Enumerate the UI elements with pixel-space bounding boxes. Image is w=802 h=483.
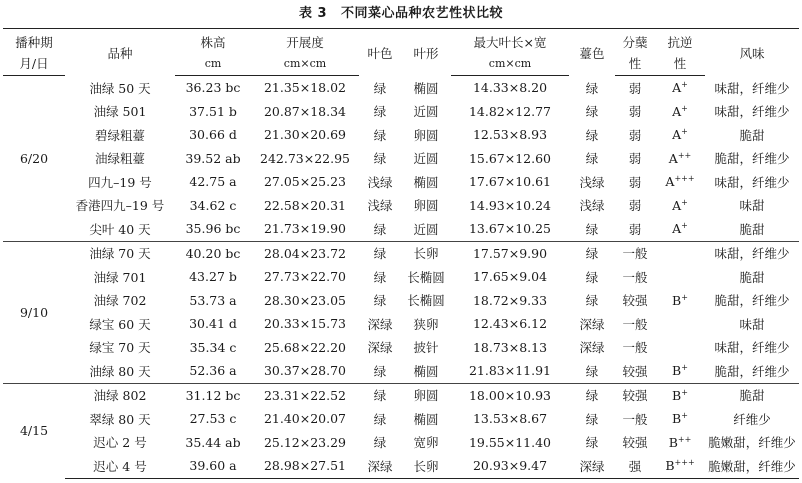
stress-level: + xyxy=(681,197,688,207)
tillering-cell: 弱 xyxy=(628,80,642,96)
tillering-cell: 弱 xyxy=(628,198,642,214)
header-cell: 品种 xyxy=(65,29,175,76)
variety-cell: 四九–19 号 xyxy=(88,174,152,190)
table-row xyxy=(3,217,799,241)
leaf-size-cell: 18.72×9.33 xyxy=(472,292,548,308)
flavor-cell: 纤维少 xyxy=(733,411,771,427)
leaf-shape-cell: 狭卵 xyxy=(413,316,439,332)
header-cell: 分蘖 xyxy=(615,29,655,54)
leaf-color-cell: 绿 xyxy=(373,151,387,167)
leaf-color-cell: 浅绿 xyxy=(367,174,393,190)
leaf-size-cell: 14.82×12.77 xyxy=(468,103,552,119)
flavor-cell: 味甜 xyxy=(739,198,765,214)
spread-cell: 21.40×20.07 xyxy=(263,411,347,427)
spread-cell: 242.73×22.95 xyxy=(260,150,350,166)
table-row xyxy=(3,123,799,147)
stress-grade: B xyxy=(672,363,682,379)
leaf-size-cell: 19.55×11.40 xyxy=(468,434,552,450)
leaf-shape-cell: 长椭圆 xyxy=(407,269,445,285)
flavor-cell: 味甜 xyxy=(739,316,765,332)
header-cell: 开展度 xyxy=(251,29,359,54)
table-row xyxy=(3,100,799,124)
stalk-color-cell: 绿 xyxy=(585,269,599,285)
tillering-cell: 强 xyxy=(615,454,655,478)
height-cell: 30.66 d xyxy=(189,127,237,143)
flavor-cell: 味甜，纤维少 xyxy=(714,174,790,190)
variety-cell: 香港四九–19 号 xyxy=(75,198,165,214)
stress-resistance-cell xyxy=(655,359,705,383)
table-row xyxy=(3,312,799,336)
stress-level: + xyxy=(681,80,688,90)
stress-grade: B xyxy=(672,292,682,308)
stress-level: + xyxy=(681,221,688,231)
stalk-color-cell: 绿 xyxy=(569,383,615,407)
leaf-shape-cell: 宽卵 xyxy=(413,435,439,451)
leaf-shape-cell: 卵圆 xyxy=(413,127,439,143)
leaf-color-cell: 绿 xyxy=(373,127,387,143)
tillering-cell: 弱 xyxy=(628,151,642,167)
spread-cell: 21.35×18.02 xyxy=(263,80,347,96)
leaf-color-cell: 绿 xyxy=(373,221,387,237)
tillering-cell: 一般 xyxy=(622,316,648,332)
leaf-shape-cell: 卵圆 xyxy=(413,198,439,214)
leaf-shape-cell: 卵圆 xyxy=(401,383,451,407)
leaf-size-cell: 17.65×9.04 xyxy=(472,269,548,285)
stalk-color-cell: 绿 xyxy=(569,241,615,265)
leaf-shape-cell: 椭圆 xyxy=(413,174,439,190)
stress-resistance-cell xyxy=(655,383,705,407)
leaf-shape-cell: 椭圆 xyxy=(413,363,439,379)
stress-resistance-cell xyxy=(655,336,705,360)
stress-resistance-cell xyxy=(655,76,705,100)
leaf-shape-cell: 椭圆 xyxy=(413,80,439,96)
header-cell: 播种期 xyxy=(3,29,65,54)
stalk-color-cell: 深绿 xyxy=(579,340,605,356)
stalk-color-cell: 深绿 xyxy=(569,454,615,478)
leaf-color-cell: 绿 xyxy=(373,104,387,120)
table-row xyxy=(3,454,799,478)
stress-level: + xyxy=(681,411,688,421)
stalk-color-cell: 绿 xyxy=(585,221,599,237)
stress-level: + xyxy=(681,127,688,137)
header-row-1 xyxy=(3,29,799,54)
stress-grade: A xyxy=(665,174,675,190)
stress-resistance-cell xyxy=(655,454,705,478)
header-unit: cm xyxy=(175,53,251,76)
flavor-cell: 味甜，纤维少 xyxy=(714,340,790,356)
stalk-color-cell: 绿 xyxy=(585,80,599,96)
table-number: 表 3 xyxy=(298,6,328,21)
stress-resistance-cell xyxy=(655,312,705,336)
sowing-date-cell: 4/15 xyxy=(3,383,65,478)
header-cell: 抗逆 xyxy=(655,29,705,54)
stress-resistance-cell xyxy=(655,431,705,455)
variety-cell: 碧绿粗薹 xyxy=(94,127,145,143)
header-unit: cm×cm xyxy=(451,53,569,76)
stress-level: +++ xyxy=(674,174,695,184)
tillering-cell: 一般 xyxy=(622,340,648,356)
tillering-cell: 一般 xyxy=(622,411,648,427)
stress-level: ++ xyxy=(677,150,692,160)
sowing-date-cell: 6/20 xyxy=(19,150,49,166)
stress-grade: A xyxy=(672,80,682,96)
leaf-color-cell: 绿 xyxy=(373,269,387,285)
stress-resistance-cell xyxy=(655,289,705,313)
stress-level: +++ xyxy=(674,458,695,468)
spread-cell: 21.73×19.90 xyxy=(263,221,347,237)
stress-grade: B xyxy=(672,411,682,427)
tillering-cell: 一般 xyxy=(615,241,655,265)
stress-level: ++ xyxy=(677,434,692,444)
header-cell: 月/日 xyxy=(3,53,65,76)
variety-cell: 油绿 501 xyxy=(93,104,147,120)
table-header xyxy=(3,29,799,76)
table-row xyxy=(3,431,799,455)
stress-grade: A xyxy=(672,221,682,237)
leaf-shape-cell: 近圆 xyxy=(413,221,439,237)
table-row xyxy=(3,336,799,360)
leaf-size-cell: 14.33×8.20 xyxy=(472,80,548,96)
stress-grade: A xyxy=(672,127,682,143)
header-cell: 薹色 xyxy=(569,29,615,76)
table-row xyxy=(3,241,799,265)
tillering-cell: 弱 xyxy=(628,174,642,190)
height-cell: 27.53 c xyxy=(189,411,237,427)
stress-grade: A xyxy=(672,197,682,213)
height-cell: 43.27 b xyxy=(189,269,237,285)
leaf-size-cell: 20.93×9.47 xyxy=(451,454,569,478)
header-cell: 性 xyxy=(655,53,705,76)
leaf-color-cell: 深绿 xyxy=(367,340,393,356)
table-title: 不同菜心品种农艺性状比较 xyxy=(341,6,504,21)
stress-resistance-cell xyxy=(655,170,705,194)
stalk-color-cell: 绿 xyxy=(585,104,599,120)
leaf-color-cell: 绿 xyxy=(359,241,401,265)
flavor-cell: 脆甜 xyxy=(739,221,765,237)
spread-cell: 30.37×28.70 xyxy=(263,363,347,379)
stress-level: + xyxy=(681,292,688,302)
spread-cell: 23.31×22.52 xyxy=(251,383,359,407)
tillering-cell: 较强 xyxy=(622,435,648,451)
stress-resistance-cell xyxy=(655,194,705,218)
stress-grade: B xyxy=(668,434,678,450)
stress-level: + xyxy=(681,363,688,373)
leaf-size-cell: 15.67×12.60 xyxy=(468,150,552,166)
variety-cell: 油绿 50 天 xyxy=(89,80,151,96)
leaf-shape-cell: 披针 xyxy=(413,340,439,356)
leaf-color-cell: 深绿 xyxy=(359,454,401,478)
stress-resistance-cell xyxy=(655,123,705,147)
table-row xyxy=(3,170,799,194)
height-cell: 30.41 d xyxy=(189,316,237,332)
table-row xyxy=(3,265,799,289)
stress-resistance-cell xyxy=(655,100,705,124)
height-cell: 39.52 ab xyxy=(185,150,241,166)
leaf-shape-cell: 长卵 xyxy=(401,454,451,478)
stress-resistance-cell xyxy=(655,407,705,431)
sowing-date-cell: 9/10 xyxy=(3,241,65,383)
stalk-color-cell: 绿 xyxy=(585,363,599,379)
height-cell: 37.51 b xyxy=(189,103,237,119)
stress-grade: B xyxy=(665,458,675,474)
leaf-color-cell: 绿 xyxy=(373,363,387,379)
variety-cell: 油绿 802 xyxy=(65,383,175,407)
header-cell: 风味 xyxy=(705,29,799,76)
table-row xyxy=(3,289,799,313)
flavor-cell: 味甜，纤维少 xyxy=(714,104,790,120)
spread-cell: 27.73×22.70 xyxy=(263,269,347,285)
stress-resistance-cell xyxy=(655,241,705,265)
variety-cell: 油绿 702 xyxy=(93,293,147,309)
height-cell: 52.36 a xyxy=(189,363,237,379)
stalk-color-cell: 浅绿 xyxy=(579,174,605,190)
stalk-color-cell: 绿 xyxy=(585,435,599,451)
leaf-size-cell: 21.83×11.91 xyxy=(468,363,552,379)
flavor-cell: 脆甜 xyxy=(739,269,765,285)
variety-cell: 油绿 70 天 xyxy=(65,241,175,265)
stress-resistance-cell xyxy=(655,147,705,171)
leaf-size-cell: 17.57×9.90 xyxy=(451,241,569,265)
height-cell: 35.34 c xyxy=(189,339,237,355)
flavor-cell: 味甜，纤维少 xyxy=(705,241,799,265)
height-cell: 42.75 a xyxy=(189,174,237,190)
leaf-color-cell: 浅绿 xyxy=(367,198,393,214)
leaf-size-cell: 14.93×10.24 xyxy=(468,197,552,213)
flavor-cell: 脆嫩甜，纤维少 xyxy=(708,435,796,451)
tillering-cell: 一般 xyxy=(622,269,648,285)
header-cell: 性 xyxy=(615,53,655,76)
flavor-cell: 脆甜 xyxy=(705,383,799,407)
leaf-color-cell: 深绿 xyxy=(367,316,393,332)
height-cell: 40.20 bc xyxy=(175,241,251,265)
stress-grade: A xyxy=(672,103,682,119)
table-row xyxy=(3,76,799,100)
table-caption xyxy=(0,0,802,28)
spread-cell: 28.30×23.05 xyxy=(263,292,347,308)
variety-cell: 油绿 80 天 xyxy=(89,363,151,379)
stress-grade: B xyxy=(672,387,682,403)
stress-resistance-cell xyxy=(655,265,705,289)
spread-cell: 25.68×22.20 xyxy=(263,339,347,355)
stalk-color-cell: 绿 xyxy=(585,127,599,143)
leaf-color-cell: 绿 xyxy=(373,411,387,427)
leaf-size-cell: 18.73×8.13 xyxy=(472,339,548,355)
stalk-color-cell: 绿 xyxy=(585,293,599,309)
table-row xyxy=(3,194,799,218)
flavor-cell: 脆甜，纤维少 xyxy=(714,363,790,379)
leaf-size-cell: 17.67×10.61 xyxy=(468,174,552,190)
stress-level: + xyxy=(681,387,688,397)
variety-cell: 迟心 2 号 xyxy=(93,435,147,451)
leaf-size-cell: 12.53×8.93 xyxy=(472,127,548,143)
stress-resistance-cell xyxy=(655,217,705,241)
leaf-size-cell: 13.53×8.67 xyxy=(472,411,548,427)
table-row xyxy=(3,383,799,407)
tillering-cell: 较强 xyxy=(622,363,648,379)
variety-cell: 油绿 701 xyxy=(93,269,147,285)
stalk-color-cell: 绿 xyxy=(585,151,599,167)
spread-cell: 25.12×23.29 xyxy=(263,434,347,450)
leaf-size-cell: 13.67×10.25 xyxy=(468,221,552,237)
height-cell: 34.62 c xyxy=(189,197,237,213)
leaf-color-cell: 绿 xyxy=(373,435,387,451)
tillering-cell: 弱 xyxy=(628,221,642,237)
leaf-shape-cell: 近圆 xyxy=(413,151,439,167)
tillering-cell: 较强 xyxy=(622,293,648,309)
flavor-cell: 脆甜，纤维少 xyxy=(714,151,790,167)
header-cell: 株高 xyxy=(175,29,251,54)
leaf-color-cell: 绿 xyxy=(359,383,401,407)
table-row xyxy=(3,407,799,431)
leaf-shape-cell: 长椭圆 xyxy=(407,293,445,309)
variety-cell: 绿宝 70 天 xyxy=(89,340,151,356)
variety-cell: 迟心 4 号 xyxy=(65,454,175,478)
spread-cell: 28.04×23.72 xyxy=(251,241,359,265)
flavor-cell: 脆甜，纤维少 xyxy=(714,293,790,309)
leaf-shape-cell: 长卵 xyxy=(401,241,451,265)
leaf-color-cell: 绿 xyxy=(373,293,387,309)
stress-grade: A xyxy=(668,150,678,166)
spread-cell: 28.98×27.51 xyxy=(251,454,359,478)
leaf-shape-cell: 近圆 xyxy=(413,104,439,120)
stalk-color-cell: 浅绿 xyxy=(579,198,605,214)
table-row xyxy=(3,147,799,171)
variety-cell: 绿宝 60 天 xyxy=(89,316,151,332)
sowing-group xyxy=(3,241,799,383)
spread-cell: 20.33×15.73 xyxy=(263,316,347,332)
height-cell: 36.23 bc xyxy=(185,80,241,96)
tillering-cell: 较强 xyxy=(615,383,655,407)
header-cell: 最大叶长×宽 xyxy=(451,29,569,54)
height-cell: 39.60 a xyxy=(175,454,251,478)
stalk-color-cell: 深绿 xyxy=(579,316,605,332)
spread-cell: 27.05×25.23 xyxy=(263,174,347,190)
tillering-cell: 弱 xyxy=(628,127,642,143)
flavor-cell: 味甜，纤维少 xyxy=(714,80,790,96)
leaf-color-cell: 绿 xyxy=(373,80,387,96)
flavor-cell: 脆甜 xyxy=(739,127,765,143)
stress-level: + xyxy=(681,103,688,113)
header-cell: 叶色 xyxy=(359,29,401,76)
flavor-cell: 脆嫩甜，纤维少 xyxy=(705,454,799,478)
header-unit: cm×cm xyxy=(251,53,359,76)
leaf-shape-cell: 椭圆 xyxy=(413,411,439,427)
leaf-size-cell: 12.43×6.12 xyxy=(472,316,548,332)
variety-cell: 油绿粗薹 xyxy=(94,151,145,167)
height-cell: 35.96 bc xyxy=(185,221,241,237)
tillering-cell: 弱 xyxy=(628,104,642,120)
sowing-group xyxy=(3,76,799,242)
sowing-group xyxy=(3,383,799,478)
variety-cell: 翠绿 80 天 xyxy=(89,411,151,427)
table-row xyxy=(3,359,799,383)
header-cell: 叶形 xyxy=(401,29,451,76)
height-cell: 53.73 a xyxy=(189,292,237,308)
variety-cell: 尖叶 40 天 xyxy=(89,221,151,237)
stalk-color-cell: 绿 xyxy=(585,411,599,427)
spread-cell: 20.87×18.34 xyxy=(263,103,347,119)
leaf-size-cell: 18.00×10.93 xyxy=(451,383,569,407)
spread-cell: 21.30×20.69 xyxy=(263,127,347,143)
height-cell: 35.44 ab xyxy=(185,434,241,450)
height-cell: 31.12 bc xyxy=(175,383,251,407)
comparison-table xyxy=(3,28,799,479)
spread-cell: 22.58×20.31 xyxy=(263,197,347,213)
